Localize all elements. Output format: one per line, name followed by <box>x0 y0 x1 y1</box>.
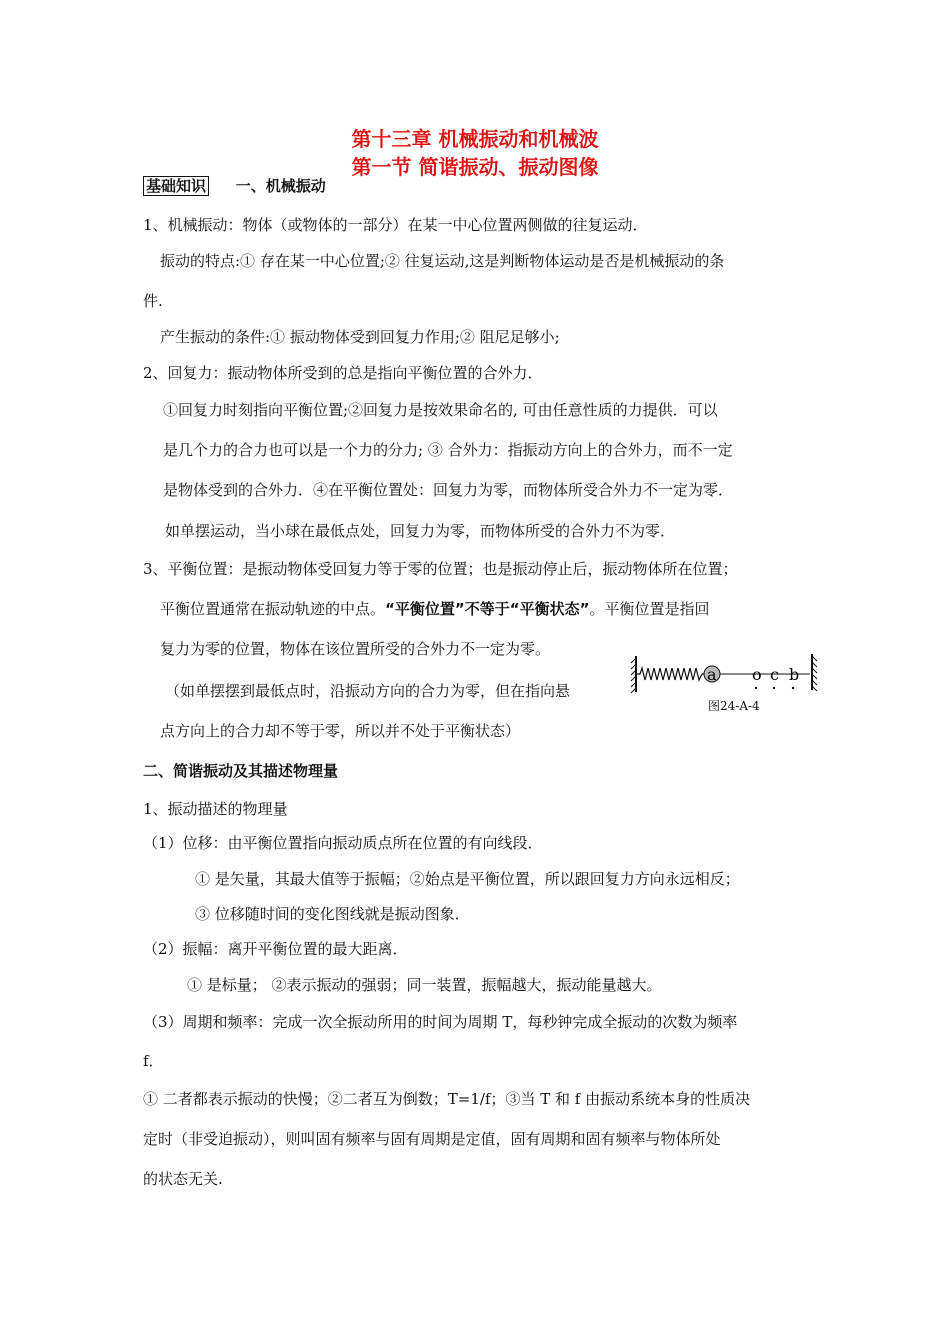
text-line: 复力为零的位置，物体在该位置所受的合外力不一定为零。 <box>160 640 551 658</box>
text-line: 2、回复力：振动物体所受到的总是指向平衡位置的合外力． <box>143 364 543 382</box>
text-line: 定时（非受迫振动），则叫固有频率与固有周期是定值，固有周期和固有频率与物体所处 <box>143 1130 721 1148</box>
text-line: （2）振幅：离开平衡位置的最大距离． <box>143 940 408 958</box>
text-line: 是几个力的合力也可以是一个力的分力; ③ 合外力：指振动方向上的合外力，而不一定 <box>163 441 733 459</box>
text-line <box>160 600 709 618</box>
text-line: 如单摆运动，当小球在最低点处，回复力为零，而物体所受的合外力不为零． <box>165 522 676 540</box>
text-line: f． <box>143 1052 164 1070</box>
subheading-basic-knowledge <box>143 177 326 195</box>
text-line: （1）位移：由平衡位置指向振动质点所在位置的有向线段． <box>143 834 543 852</box>
basic-knowledge-label: 基础知识 <box>143 176 209 196</box>
text-line: 振动的特点:① 存在某一中心位置;② 往复运动,这是判断物体运动是否是机械振动的条 <box>160 252 725 270</box>
text-segment: 平衡位置通常在振动轨迹的中点。 <box>160 600 386 618</box>
emphasis-text: “平衡位置”不等于“平衡状态” <box>385 600 590 618</box>
text-line: （如单摆摆到最低点时，沿振动方向的合力为零，但在指向悬 <box>165 682 571 700</box>
heading-simple-harmonic: 二、简谐振动及其描述物理量 <box>143 762 339 780</box>
figure-caption: 图24-A-4 <box>708 699 760 713</box>
text-line: ①回复力时刻指向平衡位置;②回复力是按效果命名的, 可由任意性质的力提供．可以 <box>163 401 718 419</box>
text-segment: 。平衡位置是指回 <box>589 600 710 618</box>
text-line: ① 二者都表示振动的快慢；②二者互为倒数；T=1/f；③当 T 和 f 由振动系统本身的性质决 <box>143 1090 751 1108</box>
text-line: ③ 位移随时间的变化图线就是振动图象． <box>195 905 470 923</box>
position-dots <box>755 687 794 689</box>
text-line: ① 是矢量，其最大值等于振幅；②始点是平衡位置，所以跟回复力方向永远相反； <box>195 870 740 888</box>
text-line: 1、机械振动：物体（或物体的一部分）在某一中心位置两侧做的往复运动． <box>143 216 648 234</box>
label-b: b <box>789 665 800 684</box>
heading-mechanical-vibration: 一、机械振动 <box>235 177 326 195</box>
text-line: 的状态无关. <box>143 1170 223 1188</box>
label-a: a <box>707 665 717 684</box>
text-line: 点方向上的合力却不等于零，所以并不处于平衡状态） <box>160 722 521 740</box>
chapter-title: 第十三章 机械振动和机械波 <box>351 127 599 151</box>
spring <box>636 668 706 680</box>
text-line: 产生振动的条件:① 振动物体受到回复力作用;② 阻尼足够小; <box>160 328 560 346</box>
text-line: 3、平衡位置：是振动物体受回复力等于零的位置；也是振动停止后，振动物体所在位置； <box>143 560 738 578</box>
text-line: （3）周期和频率：完成一次全振动所用的时间为周期 T，每秒钟完成全振动的次数为频率 <box>143 1013 738 1031</box>
label-c: c <box>770 665 779 684</box>
text-line: 是物体受到的合外力．④在平衡位置处：回复力为零，而物体所受合外力不一定为零． <box>163 481 734 499</box>
text-line: 1、振动描述的物理量 <box>143 800 288 818</box>
section-title: 第一节 简谐振动、振动图像 <box>351 155 599 179</box>
label-o: o <box>752 665 762 684</box>
text-line: ① 是标量； ②表示振动的强弱；同一装置，振幅越大，振动能量越大。 <box>187 976 662 994</box>
text-line: 件. <box>143 292 163 310</box>
